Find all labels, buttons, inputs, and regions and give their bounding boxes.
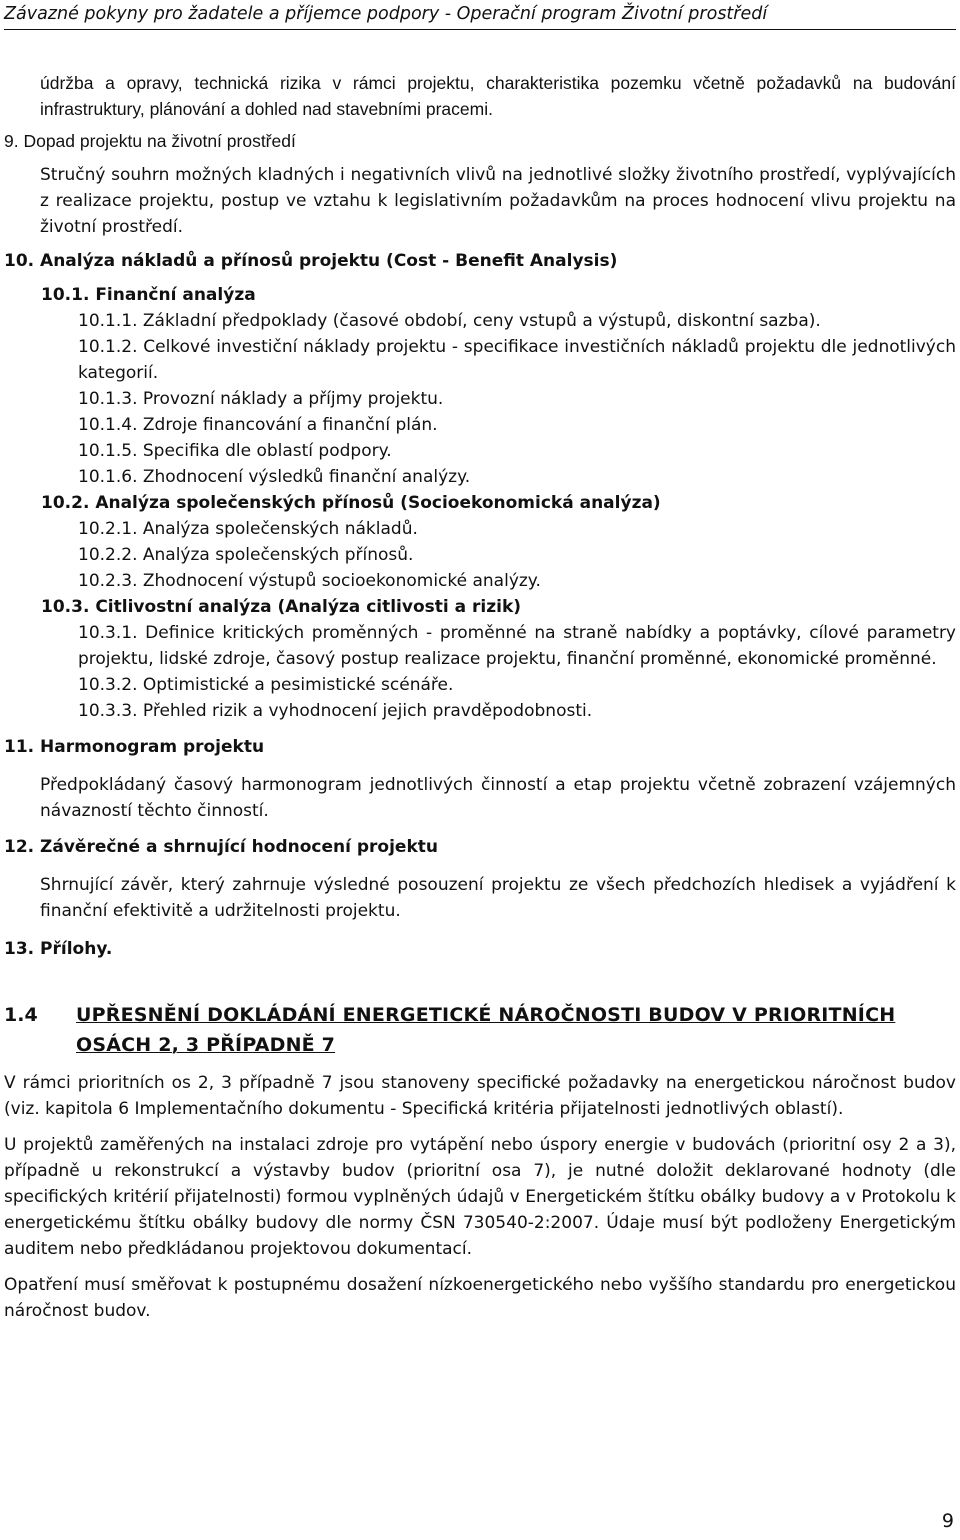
section-1-4-paragraph: Opatření musí směřovat k postupnému dosažení nízkoenergetického nebo vyššího standardu pro energetickou náročnost budov. bbox=[4, 1275, 956, 1321]
sec10-3-heading: 10.3. Citlivostní analýza (Analýza citlivosti a rizik) bbox=[41, 597, 522, 617]
sec10-1-item: 10.1.4. Zdroje financování a finanční plán. bbox=[78, 415, 438, 435]
sec10-3-item: 10.3.3. Přehled rizik a vyhodnocení jejich pravděpodobnosti. bbox=[78, 701, 593, 721]
section-1-4-paragraph: U projektů zaměřených na instalaci zdroje pro vytápění nebo úspory energie v budovách (prioritní osy 2 a 3), případně u rekonstrukcí a výstavby budov (prioritní osa 7), je nutné doložit deklarované hodnoty (dle specifických kritérií přijatelnosti) formou vyplněných údajů v Energetickém štítku obálky budovy a v Protokolu k energetickému štítku obálky budovy dle normy ČSN 730540-2:2007. Údaje musí být podloženy Energetickým auditem nebo předkládanou projektovou dokumentací. bbox=[4, 1135, 956, 1259]
sec10-1-item: 10.1.3. Provozní náklady a příjmy projektu. bbox=[78, 389, 444, 409]
sec10-2-item: 10.2.3. Zhodnocení výstupů socioekonomické analýzy. bbox=[78, 571, 541, 591]
section-1-4-heading bbox=[4, 1000, 956, 1060]
sec9-heading: 9. Dopad projektu na životní prostředí bbox=[4, 131, 296, 151]
sec10-1-heading: 10.1. Finanční analýza bbox=[41, 285, 256, 305]
intro-continuation: údržba a opravy, technická rizika v rámci projektu, charakteristika pozemku včetně požadavků na budování infrastruktury, plánování a dohled nad stavebními pracemi. bbox=[40, 73, 956, 119]
sec12-heading: 12. Závěrečné a shrnující hodnocení projektu bbox=[4, 837, 438, 857]
section-1-4-number: 1.4 bbox=[4, 1004, 38, 1026]
sec11-text: Předpokládaný časový harmonogram jednotlivých činností a etap projektu včetně zobrazení vzájemných návazností těchto činností. bbox=[40, 775, 956, 821]
sec10-2-item: 10.2.2. Analýza společenských přínosů. bbox=[78, 545, 414, 565]
page-number: 9 bbox=[941, 1510, 954, 1532]
sec9-text: Stručný souhrn možných kladných i negativních vlivů na jednotlivé složky životního prostředí, vyplývajících z realizace projektu, postup ve vztahu k legislativním požadavkům na proces hodnocení vlivu projektu na životní prostředí. bbox=[40, 165, 956, 237]
sec11-heading: 11. Harmonogram projektu bbox=[4, 737, 265, 757]
section-1-4-title: UPŘESNĚNÍ DOKLÁDÁNÍ ENERGETICKÉ NÁROČNOSTI BUDOV V PRIORITNÍCH OSÁCH 2, 3 PŘÍPADNĚ 7 bbox=[76, 1004, 896, 1056]
sec12-text: Shrnující závěr, který zahrnuje výsledné posouzení projektu ze všech předchozích hledisek a vyjádření k finanční efektivitě a udržitelnosti projektu. bbox=[40, 875, 956, 921]
sec10-2-heading: 10.2. Analýza společenských přínosů (Socioekonomická analýza) bbox=[41, 493, 661, 513]
sec10-2-item: 10.2.1. Analýza společenských nákladů. bbox=[78, 519, 418, 539]
page-content bbox=[4, 70, 956, 1324]
sec10-1-item: 10.1.5. Specifika dle oblastí podpory. bbox=[78, 441, 392, 461]
sec10-1-item: 10.1.6. Zhodnocení výsledků finanční analýzy. bbox=[78, 467, 471, 487]
sec10-1-item: 10.1.1. Základní předpoklady (časové období, ceny vstupů a výstupů, diskontní sazba). bbox=[78, 311, 821, 331]
sec10-1-item: 10.1.2. Celkové investiční náklady projektu - specifikace investičních nákladů projektu dle jednotlivých kategorií. bbox=[78, 337, 956, 383]
page-header: Závazné pokyny pro žadatele a příjemce podpory - Operační program Životní prostředí bbox=[4, 2, 956, 30]
section-1-4-paragraph: V rámci prioritních os 2, 3 případně 7 jsou stanoveny specifické požadavky na energetickou náročnost budov (viz. kapitola 6 Implementačního dokumentu - Specifická kritéria přijatelnosti jednotlivých oblastí). bbox=[4, 1073, 956, 1119]
sec13-heading: 13. Přílohy. bbox=[4, 939, 113, 959]
sec10-3-item: 10.3.1. Definice kritických proměnných - proměnné na straně nabídky a poptávky, cílové parametry projektu, lidské zdroje, časový postup realizace projektu, finanční proměnné, ekonomické proměnné. bbox=[78, 623, 956, 669]
sec10-heading: 10. Analýza nákladů a přínosů projektu (Cost - Benefit Analysis) bbox=[4, 251, 618, 271]
sec10-3-item: 10.3.2. Optimistické a pesimistické scénáře. bbox=[78, 675, 454, 695]
